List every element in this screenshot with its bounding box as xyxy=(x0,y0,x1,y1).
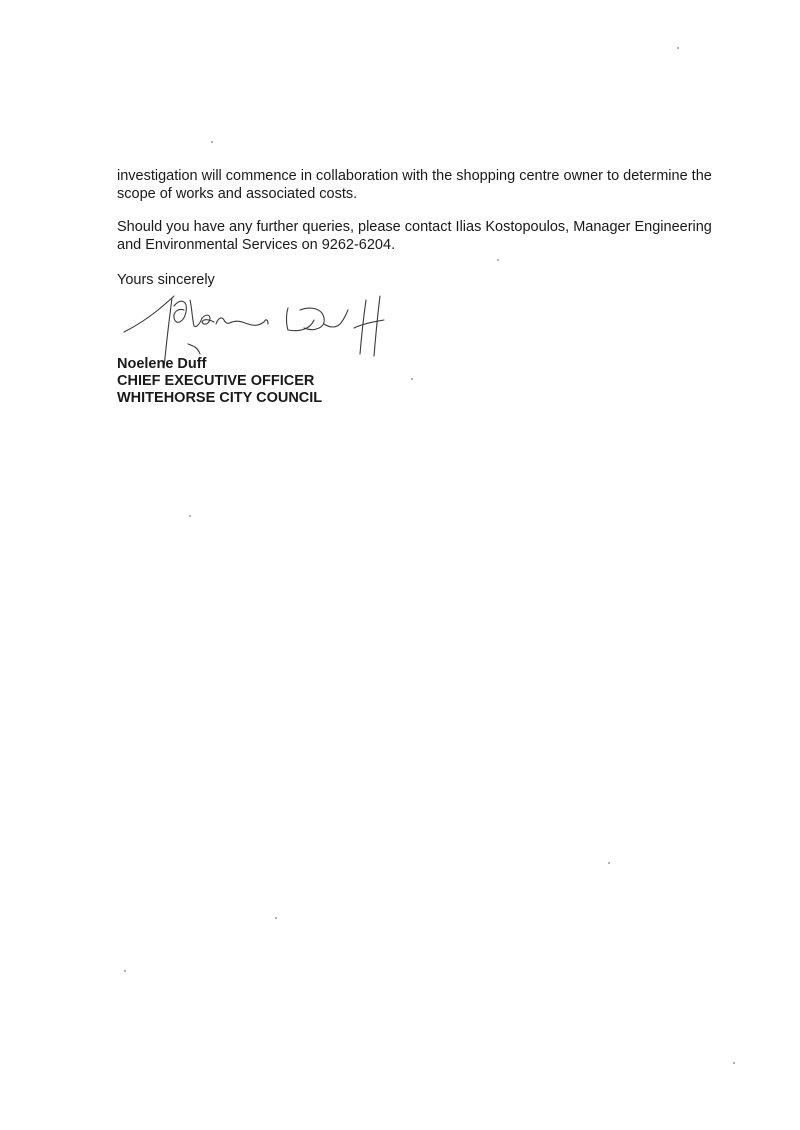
scan-speck xyxy=(411,378,413,380)
signatory-name: Noelene Duff xyxy=(117,356,207,372)
signatory-organisation: WHITEHORSE CITY COUNCIL xyxy=(117,390,323,406)
scan-speck xyxy=(124,970,126,972)
closing-salutation: Yours sincerely xyxy=(117,272,215,288)
scan-speck xyxy=(733,1062,735,1064)
scan-speck xyxy=(608,862,610,864)
scan-speck xyxy=(189,515,191,517)
body-paragraph-2: Should you have any further queries, please contact Ilias Kostopoulos, Manager Engineering and Environmental Services on 9262-6204. xyxy=(117,219,712,253)
signatory-title: CHIEF EXECUTIVE OFFICER xyxy=(117,373,315,389)
body-paragraph-1: investigation will commence in collaboration with the shopping centre owner to determine the scope of works and associated costs. xyxy=(117,168,712,202)
scan-speck xyxy=(497,259,499,261)
scan-speck xyxy=(211,141,213,143)
scan-speck xyxy=(275,917,277,919)
scan-speck xyxy=(677,47,679,49)
